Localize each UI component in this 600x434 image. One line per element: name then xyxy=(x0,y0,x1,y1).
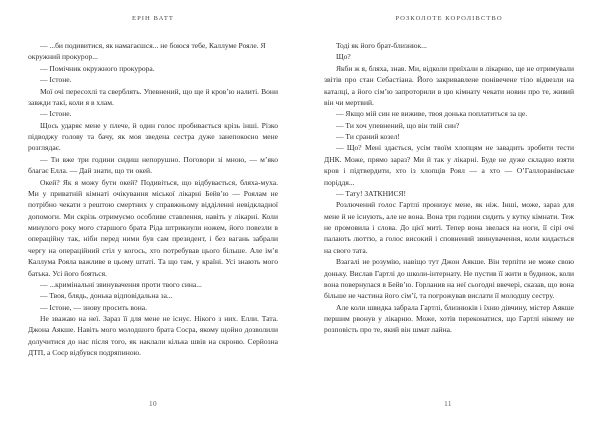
paragraph: Розлючений голос Гартлі пронизує мене, як ніж. Інші, може, зараз для мене й не існують, але не вона. Вона три години сидить у кутку кімнати. Теж не промовила і слова. До цієї миті. Тепер вона звелася на ноги, її сірі очі палають люттю, а голос високий і сповнений звинувачення, коли кидається на свого тата. xyxy=(324,200,574,255)
paragraph: Тоді як його брат-близнюк... xyxy=(336,41,427,50)
paragraph: — Ти вже три години сидиш непорушно. Поговори зі мною, — м’яко благає Елла. — Дай знати, що ти окей. xyxy=(28,154,278,176)
paragraph: — Істоне, — знову просить вона. xyxy=(40,302,147,312)
right-page xyxy=(300,0,600,434)
left-page-running-head: ЕРІН ВАТТ xyxy=(132,15,174,22)
paragraph: — Помічник окружного прокурора. xyxy=(40,63,155,73)
paragraph: — Істоне. xyxy=(40,75,72,85)
paragraph: — Ти хоч упевнений, що він твій син? xyxy=(336,120,460,130)
right-page-number: 11 xyxy=(444,400,452,408)
left-page-body xyxy=(28,40,278,359)
right-page-body xyxy=(324,40,574,336)
right-page-running-head: РОЗКОЛОТЕ КОРОЛІВСТВО xyxy=(395,15,503,22)
paragraph: Що? xyxy=(336,52,351,62)
paragraph: — ...кримінальні звинувачення проти твого сина... xyxy=(40,279,202,289)
paragraph: — ...би подивитися, як намагаєшся... не боюся тебе, Каллуме Рояле. Я окружний прокурор... xyxy=(28,41,266,62)
paragraph: Окей? Як я можу бути окей? Подивіться, що відбувається, бляха-муха. Ми у приватній кімнаті очікування міської лікарні Бейв’ю — Роялам не потрібно чекати з рештою смертних у справжньому відділенні невідкладної допомоги. Ми скрізь отримуємо особливе ставлення, навіть у лікарні. Коли минулого року мого старшого брата Ріда штрикнули ножем, його повезли в операційну так, ніби перед ними був сам президент, і без вагань забрали чергу на операційний стіл у когось, хто потребував цього більше. Але ім’я Каллума Рояла важливе в цьому штаті. Та що там, у країні. Усі знають мого батька. Усі його бояться. xyxy=(28,177,278,278)
paragraph: — Тату! ЗАТКНИСЯ! xyxy=(336,188,407,198)
paragraph: — Якщо мій син не виживе, твоя донька поплатиться за це. xyxy=(336,109,528,119)
paragraph: Але коли швидка забрала Гартлі, близнюків і їхню дівчину, містер Аякше першим рвонув у лікарню. Може, хотів переконатися, що Гартлі нікому не розповість про те, який він шмат лайна. xyxy=(324,302,574,335)
paragraph: Щось ударяє мене у плече, й один голос пробивається крізь інші. Різко підводжу голову та бачу, як моя зведена сестра дуже занепокоєно мене розглядає. xyxy=(28,120,278,153)
paragraph: — Істоне. xyxy=(40,109,72,119)
paragraph: Мої очі пересохлі та сверблять. Упевнений, що ще й кров’ю налиті. Вони завжди такі, коли я в хлам. xyxy=(28,86,278,107)
paragraph: Не зважаю на неї. Зараз її для мене не існує. Нікого з них. Елли. Тата. Джона Аякше. Навіть мого молодшого брата Сосра, якому щойно дозволили долучитися до нас після того, як наклали кілька швів на скроню. Серйозна ДТП, а Соєр відбувся подряпиною. xyxy=(28,314,278,358)
paragraph: Якби ж я, бляха, знав. Ми, відколи приїхали в лікарню, ще не отримували звітів про стан Себастіана. Його закривавлене понівечене тіло відвезли на каталці, а його сім’ю запроторили в цю кімнату чекати новин про те, живий він чи мертвий. xyxy=(324,63,574,107)
left-page-number: 10 xyxy=(149,400,157,408)
paragraph: — Твоя, блядь, донька відповідальна за... xyxy=(40,291,173,301)
paragraph: — Що? Мені здається, усім твоїм хлопцям не завадить зробити тести ДНК. Може, прямо зараз? Ми й так у лікарні. Буде не дуже складно взяти кров і підтвердити, хто із хлопців Роял — а хто — О’Галлоранівське поріддя... xyxy=(324,143,574,187)
paragraph: — Ти сраний козел! xyxy=(336,132,400,141)
paragraph: Взагалі не розумію, навіщо тут Джон Аякше. Він терпіти не може свою доньку. Вислав Гартлі до школи-інтернату. Не пустив її жити в будинок, коли вона повернулася в Бейв’ю. Горланив на неї сьогодні ввечері, сказав, що вона більше не частина його сім’ї, та погрожував вислати її молодшу сестру. xyxy=(324,257,574,301)
